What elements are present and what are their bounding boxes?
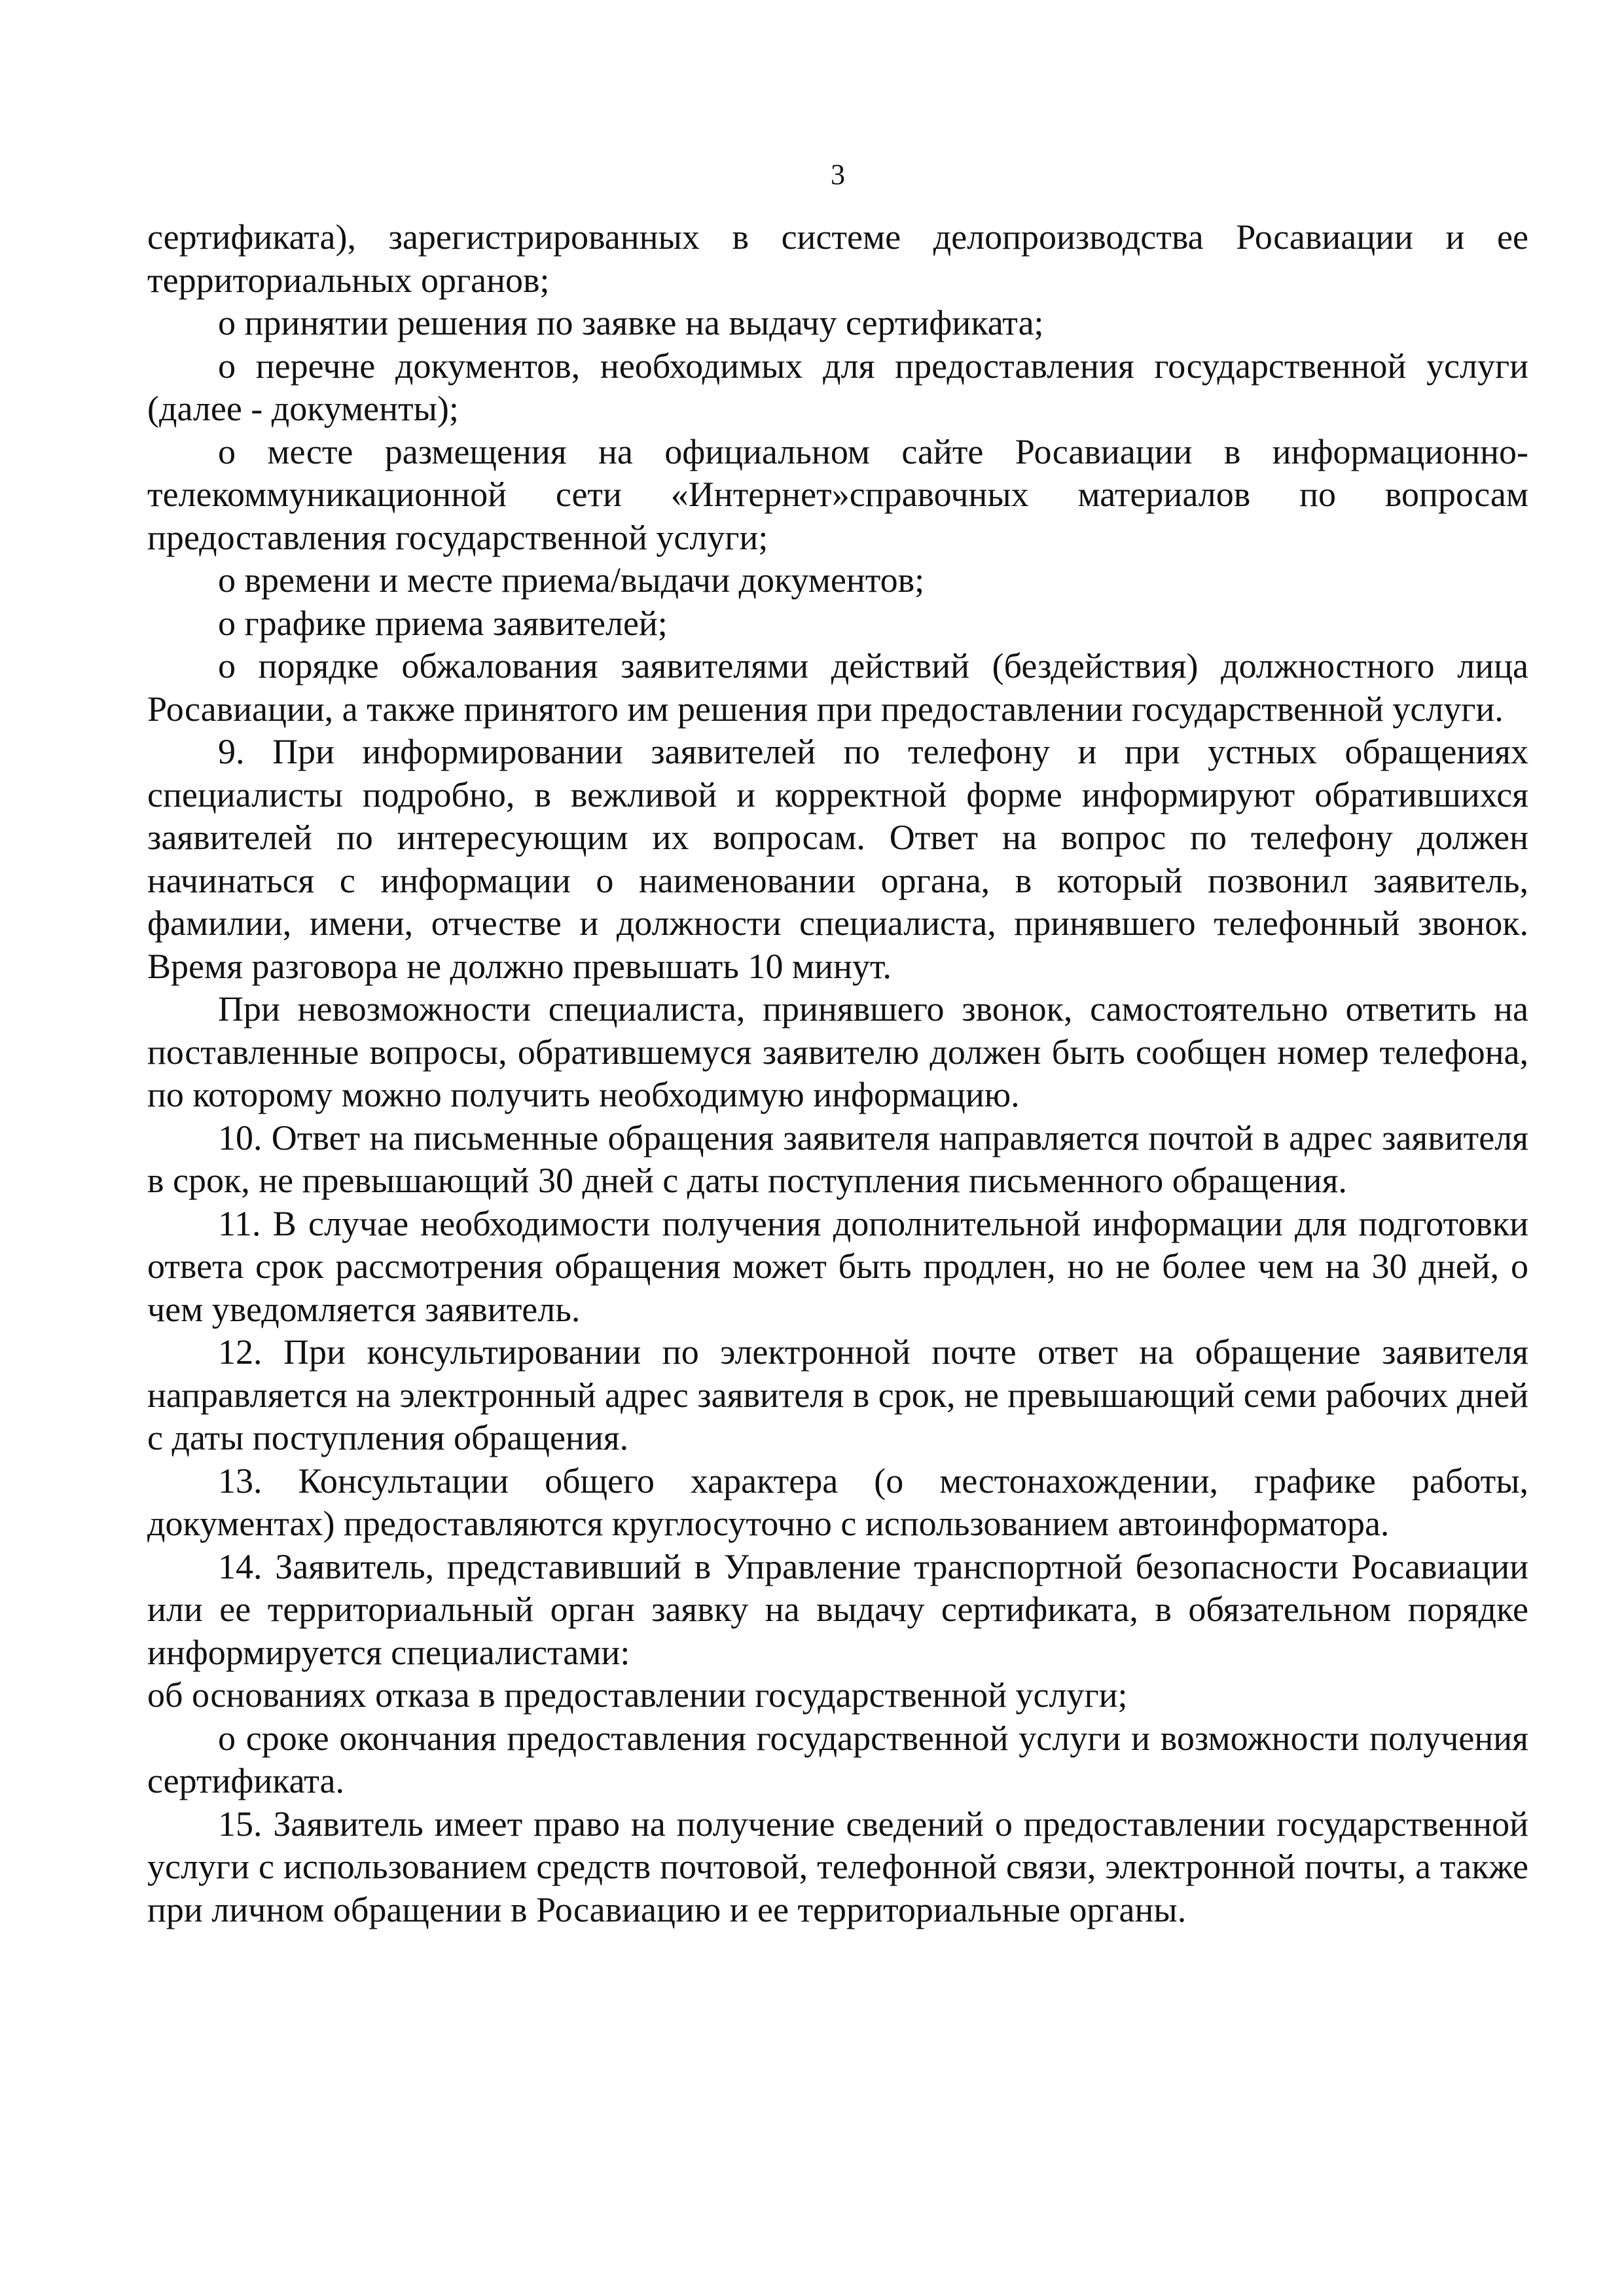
clause-13: 13. Консультации общего характера (о местонахождении, графике работы, документах) предоставляются круглосуточно с использованием автоинформатора. [147,1461,1528,1543]
list-item-website: о месте размещения на официальном сайте Росавиации в информационно-телекоммуникационной сети «Интернет»справочных материалов по вопросам предоставления государственной услуги; [147,431,1528,557]
clause-11: 11. В случае необходимости получения дополнительной информации для подготовки ответа срок рассмотрения обращения может быть продлен, но не более чем на 30 дней, о чем уведомляется заявитель. [147,1203,1528,1329]
clause-12: 12. При консультировании по электронной почте ответ на обращение заявителя направляется на электронный адрес заявителя в срок, не превышающий семи рабочих дней с даты поступления обращения. [147,1332,1528,1457]
clause-15: 15. Заявитель имеет право на получение сведений о предоставлении государственной услуги с использованием средств почтовой, телефонной связи, электронной почты, а также при личном обращении в Росавиацию и ее территориальные органы. [147,1804,1528,1929]
list-item-reception-time: о времени и месте приема/выдачи документов; [218,560,925,600]
clause-9: 9. При информировании заявителей по телефону и при устных обращениях специалисты подробно, в вежливой и корректной форме информируют обратившихся заявителей по интересующим их вопросам. Ответ на вопрос по телефону должен начинаться с информации о наименовании органа, в который позвонил заявитель, фамилии, имени, отчестве и должности специалиста, принявшего телефонный звонок. Время разговора не должно превышать 10 минут. [147,732,1528,986]
list-item-documents: о перечне документов, необходимых для предоставления государственной услуги (далее - документы); [147,346,1528,428]
clause-9-continuation: При невозможности специалиста, принявшего звонок, самостоятельно ответить на поставленные вопросы, обратившемуся заявителю должен быть сообщен номер телефона, по которому можно получить необходимую информацию. [147,989,1528,1114]
paragraph-continuation: сертификата), зарегистрированных в системе делопроизводства Росавиации и ее территориальных органов; [147,217,1528,300]
document-body [147,216,1528,1931]
clause-14: 14. Заявитель, представивший в Управление транспортной безопасности Росавиации или ее территориальный орган заявку на выдачу сертификата, в обязательном порядке информируется специалистами: [147,1546,1528,1672]
list-item-schedule: о графике приема заявителей; [218,603,668,643]
clause-10: 10. Ответ на письменные обращения заявителя направляется почтой в адрес заявителя в срок, не превышающий 30 дней с даты поступления письменного обращения. [147,1118,1528,1200]
list-item-completion-term: о сроке окончания предоставления государственной услуги и возможности получения сертификата. [147,1718,1528,1800]
list-item-decision: о принятии решения по заявке на выдачу сертификата; [218,303,1044,342]
list-item-appeal: о порядке обжалования заявителями действий (бездействия) должностного лица Росавиации, а также принятого им решения при предоставлении государственной услуги. [147,646,1528,729]
list-item-refusal-grounds: об основаниях отказа в предоставлении государственной услуги; [147,1675,1128,1715]
page-number: 3 [831,158,845,191]
